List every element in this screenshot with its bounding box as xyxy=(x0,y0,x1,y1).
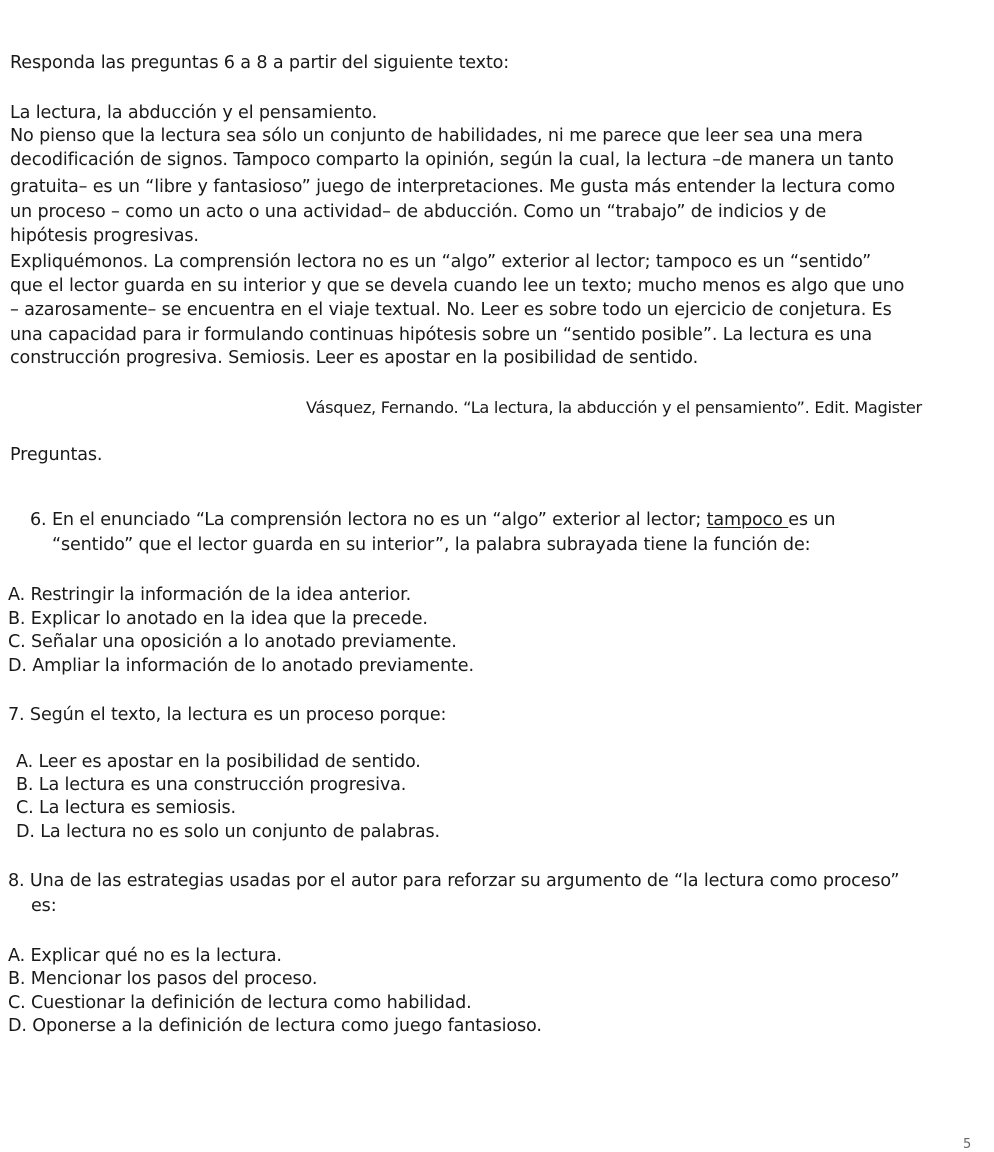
question-6-text: es un xyxy=(788,510,836,530)
option-7a: A. Leer es apostar en la posibilidad de sentido. xyxy=(16,752,421,772)
passage-line: No pienso que la lectura sea sólo un conjunto de habilidades, ni me parece que leer sea una mera xyxy=(10,126,863,146)
passage-line: un proceso – como un acto o una actividad– de abducción. Como un “trabajo” de indicios y de xyxy=(10,202,827,222)
passage-line: una capacidad para ir formulando continuas hipótesis sobre un “sentido posible”. La lectura es una xyxy=(10,325,873,345)
question-6-text: En el enunciado “La comprensión lectora no es un “algo” exterior al lector; xyxy=(46,510,707,530)
underlined-word: tampoco xyxy=(706,510,789,530)
option-6d: D. Ampliar la información de lo anotado previamente. xyxy=(8,656,474,676)
option-8c: C. Cuestionar la definición de lectura como habilidad. xyxy=(8,993,472,1013)
option-7d: D. La lectura no es solo un conjunto de palabras. xyxy=(16,822,440,842)
question-8-line-1: 8. Una de las estrategias usadas por el autor para reforzar su argumento de “la lectura como proceso” xyxy=(8,871,900,891)
citation: Vásquez, Fernando. “La lectura, la abducción y el pensamiento”. Edit. Magister xyxy=(306,398,922,417)
option-7c: C. La lectura es semiosis. xyxy=(16,798,236,818)
passage-line: gratuita– es un “libre y fantasioso” juego de interpretaciones. Me gusta más entender la lectura como xyxy=(10,177,895,197)
passage-line: construcción progresiva. Semiosis. Leer es apostar en la posibilidad de sentido. xyxy=(10,348,699,368)
questions-heading: Preguntas. xyxy=(10,445,103,465)
passage-line: – azarosamente– se encuentra en el viaje textual. No. Leer es sobre todo un ejercicio de conjetura. Es xyxy=(10,300,892,320)
passage-line: Expliquémonos. La comprensión lectora no es un “algo” exterior al lector; tampoco es un “sentido” xyxy=(10,252,872,272)
question-7: 7. Según el texto, la lectura es un proceso porque: xyxy=(8,705,447,725)
passage-line: que el lector guarda en su interior y que se devela cuando lee un texto; mucho menos es algo que uno xyxy=(10,276,905,296)
instructions: Responda las preguntas 6 a 8 a partir del siguiente texto: xyxy=(10,53,510,73)
question-8-line-2: es: xyxy=(31,896,57,916)
passage-line: decodificación de signos. Tampoco comparto la opinión, según la cual, la lectura –de manera un tanto xyxy=(10,150,894,170)
option-6a: A. Restringir la información de la idea anterior. xyxy=(8,585,412,605)
passage-title: La lectura, la abducción y el pensamiento. xyxy=(10,103,378,123)
question-6-line-1 xyxy=(30,508,835,532)
option-6b: B. Explicar lo anotado en la idea que la precede. xyxy=(8,609,428,629)
passage-line: hipótesis progresivas. xyxy=(10,226,199,246)
option-8a: A. Explicar qué no es la lectura. xyxy=(8,946,282,966)
option-7b: B. La lectura es una construcción progresiva. xyxy=(16,775,407,795)
question-6-line-2: “sentido” que el lector guarda en su interior”, la palabra subrayada tiene la función de: xyxy=(52,535,811,555)
option-8d: D. Oponerse a la definición de lectura como juego fantasioso. xyxy=(8,1016,542,1036)
page-number: 5 xyxy=(963,1137,972,1152)
option-8b: B. Mencionar los pasos del proceso. xyxy=(8,969,318,989)
question-6-number: 6. xyxy=(30,510,47,530)
option-6c: C. Señalar una oposición a lo anotado previamente. xyxy=(8,632,457,652)
